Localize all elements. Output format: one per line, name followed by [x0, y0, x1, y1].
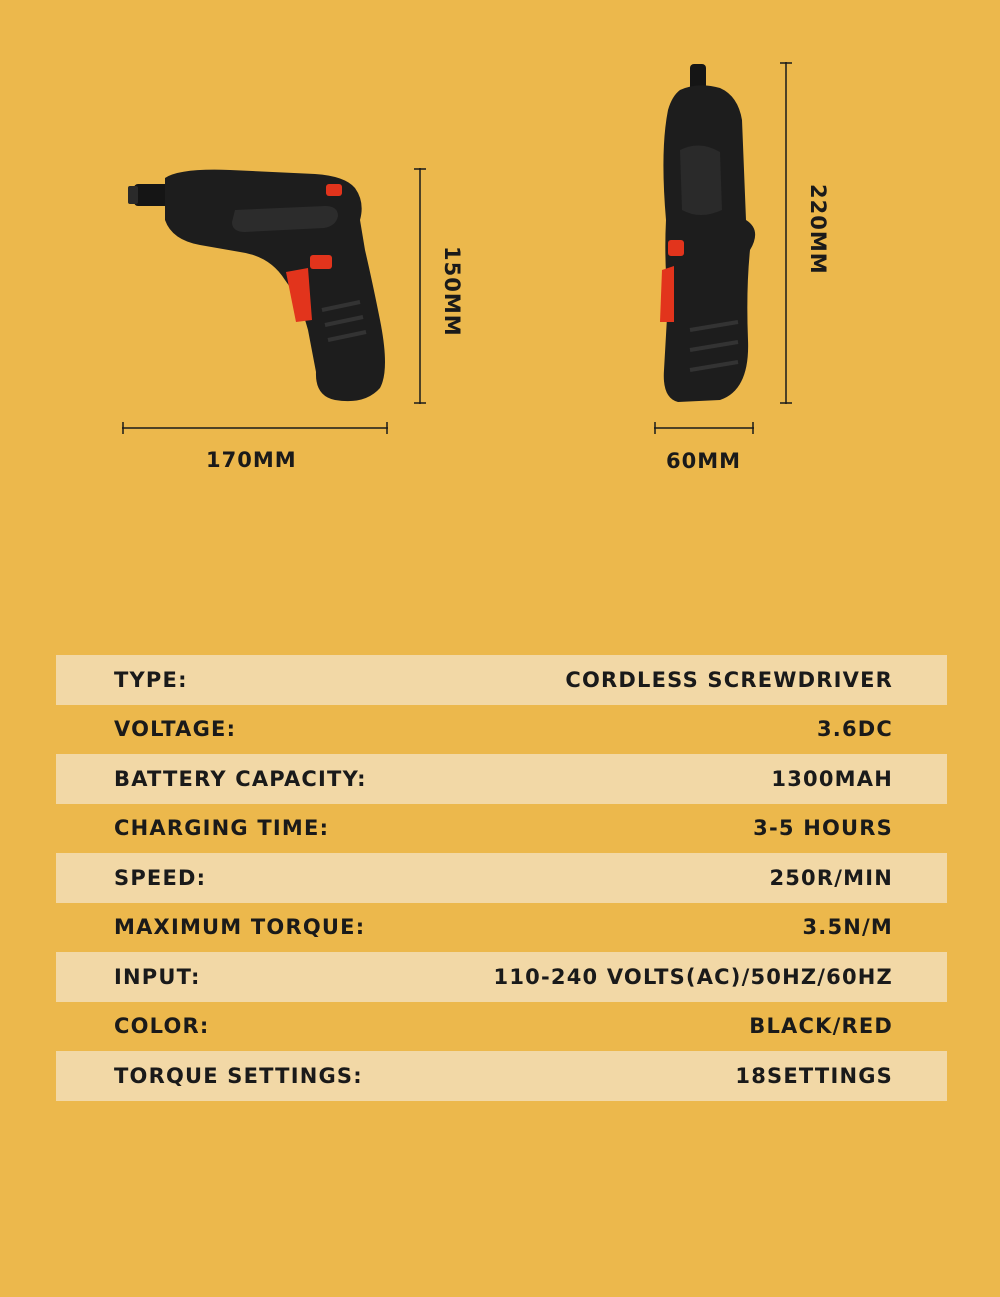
spec-row-type [56, 655, 947, 705]
side-width-label: 170MM [206, 448, 297, 472]
spec-value: 3-5 HOURS [753, 816, 893, 841]
spec-label: TYPE: [114, 667, 188, 692]
spec-row-color [56, 1002, 947, 1052]
front-height-label: 220MM [806, 184, 830, 275]
spec-value: CORDLESS SCREWDRIVER [565, 667, 893, 692]
side-height-label: 150MM [440, 246, 464, 337]
spec-row-voltage [56, 705, 947, 755]
spec-row-speed [56, 853, 947, 903]
spec-label: MAXIMUM TORQUE: [114, 915, 366, 940]
spec-label: INPUT: [114, 964, 201, 989]
spec-label: TORQUE SETTINGS: [114, 1063, 363, 1088]
spec-label: BATTERY CAPACITY: [114, 766, 367, 791]
spec-value: 3.6DC [816, 717, 893, 742]
front-height-dimension-line [778, 62, 794, 404]
spec-value: 18SETTINGS [735, 1063, 893, 1088]
spec-value: 3.5N/M [802, 915, 893, 940]
spec-row-input [56, 952, 947, 1002]
spec-value: 1300MAH [771, 766, 893, 791]
spec-row-battery-capacity [56, 754, 947, 804]
front-width-label: 60MM [666, 449, 742, 473]
spec-label: SPEED: [114, 865, 207, 890]
spec-value: BLACK/RED [749, 1014, 893, 1039]
spec-value: 250R/MIN [769, 865, 893, 890]
screwdriver-side-view-image [110, 160, 410, 410]
front-width-dimension-line [654, 420, 754, 436]
side-width-dimension-line [122, 420, 388, 436]
specifications-table [56, 655, 947, 1101]
spec-label: CHARGING TIME: [114, 816, 330, 841]
spec-row-maximum-torque [56, 903, 947, 953]
side-height-dimension-line [412, 168, 428, 404]
spec-row-charging-time [56, 804, 947, 854]
spec-label: VOLTAGE: [114, 717, 237, 742]
screwdriver-front-view-image [650, 60, 760, 410]
spec-row-torque-settings [56, 1051, 947, 1101]
spec-value: 110-240 VOLTS(AC)/50HZ/60HZ [493, 964, 893, 989]
spec-label: COLOR: [114, 1014, 210, 1039]
